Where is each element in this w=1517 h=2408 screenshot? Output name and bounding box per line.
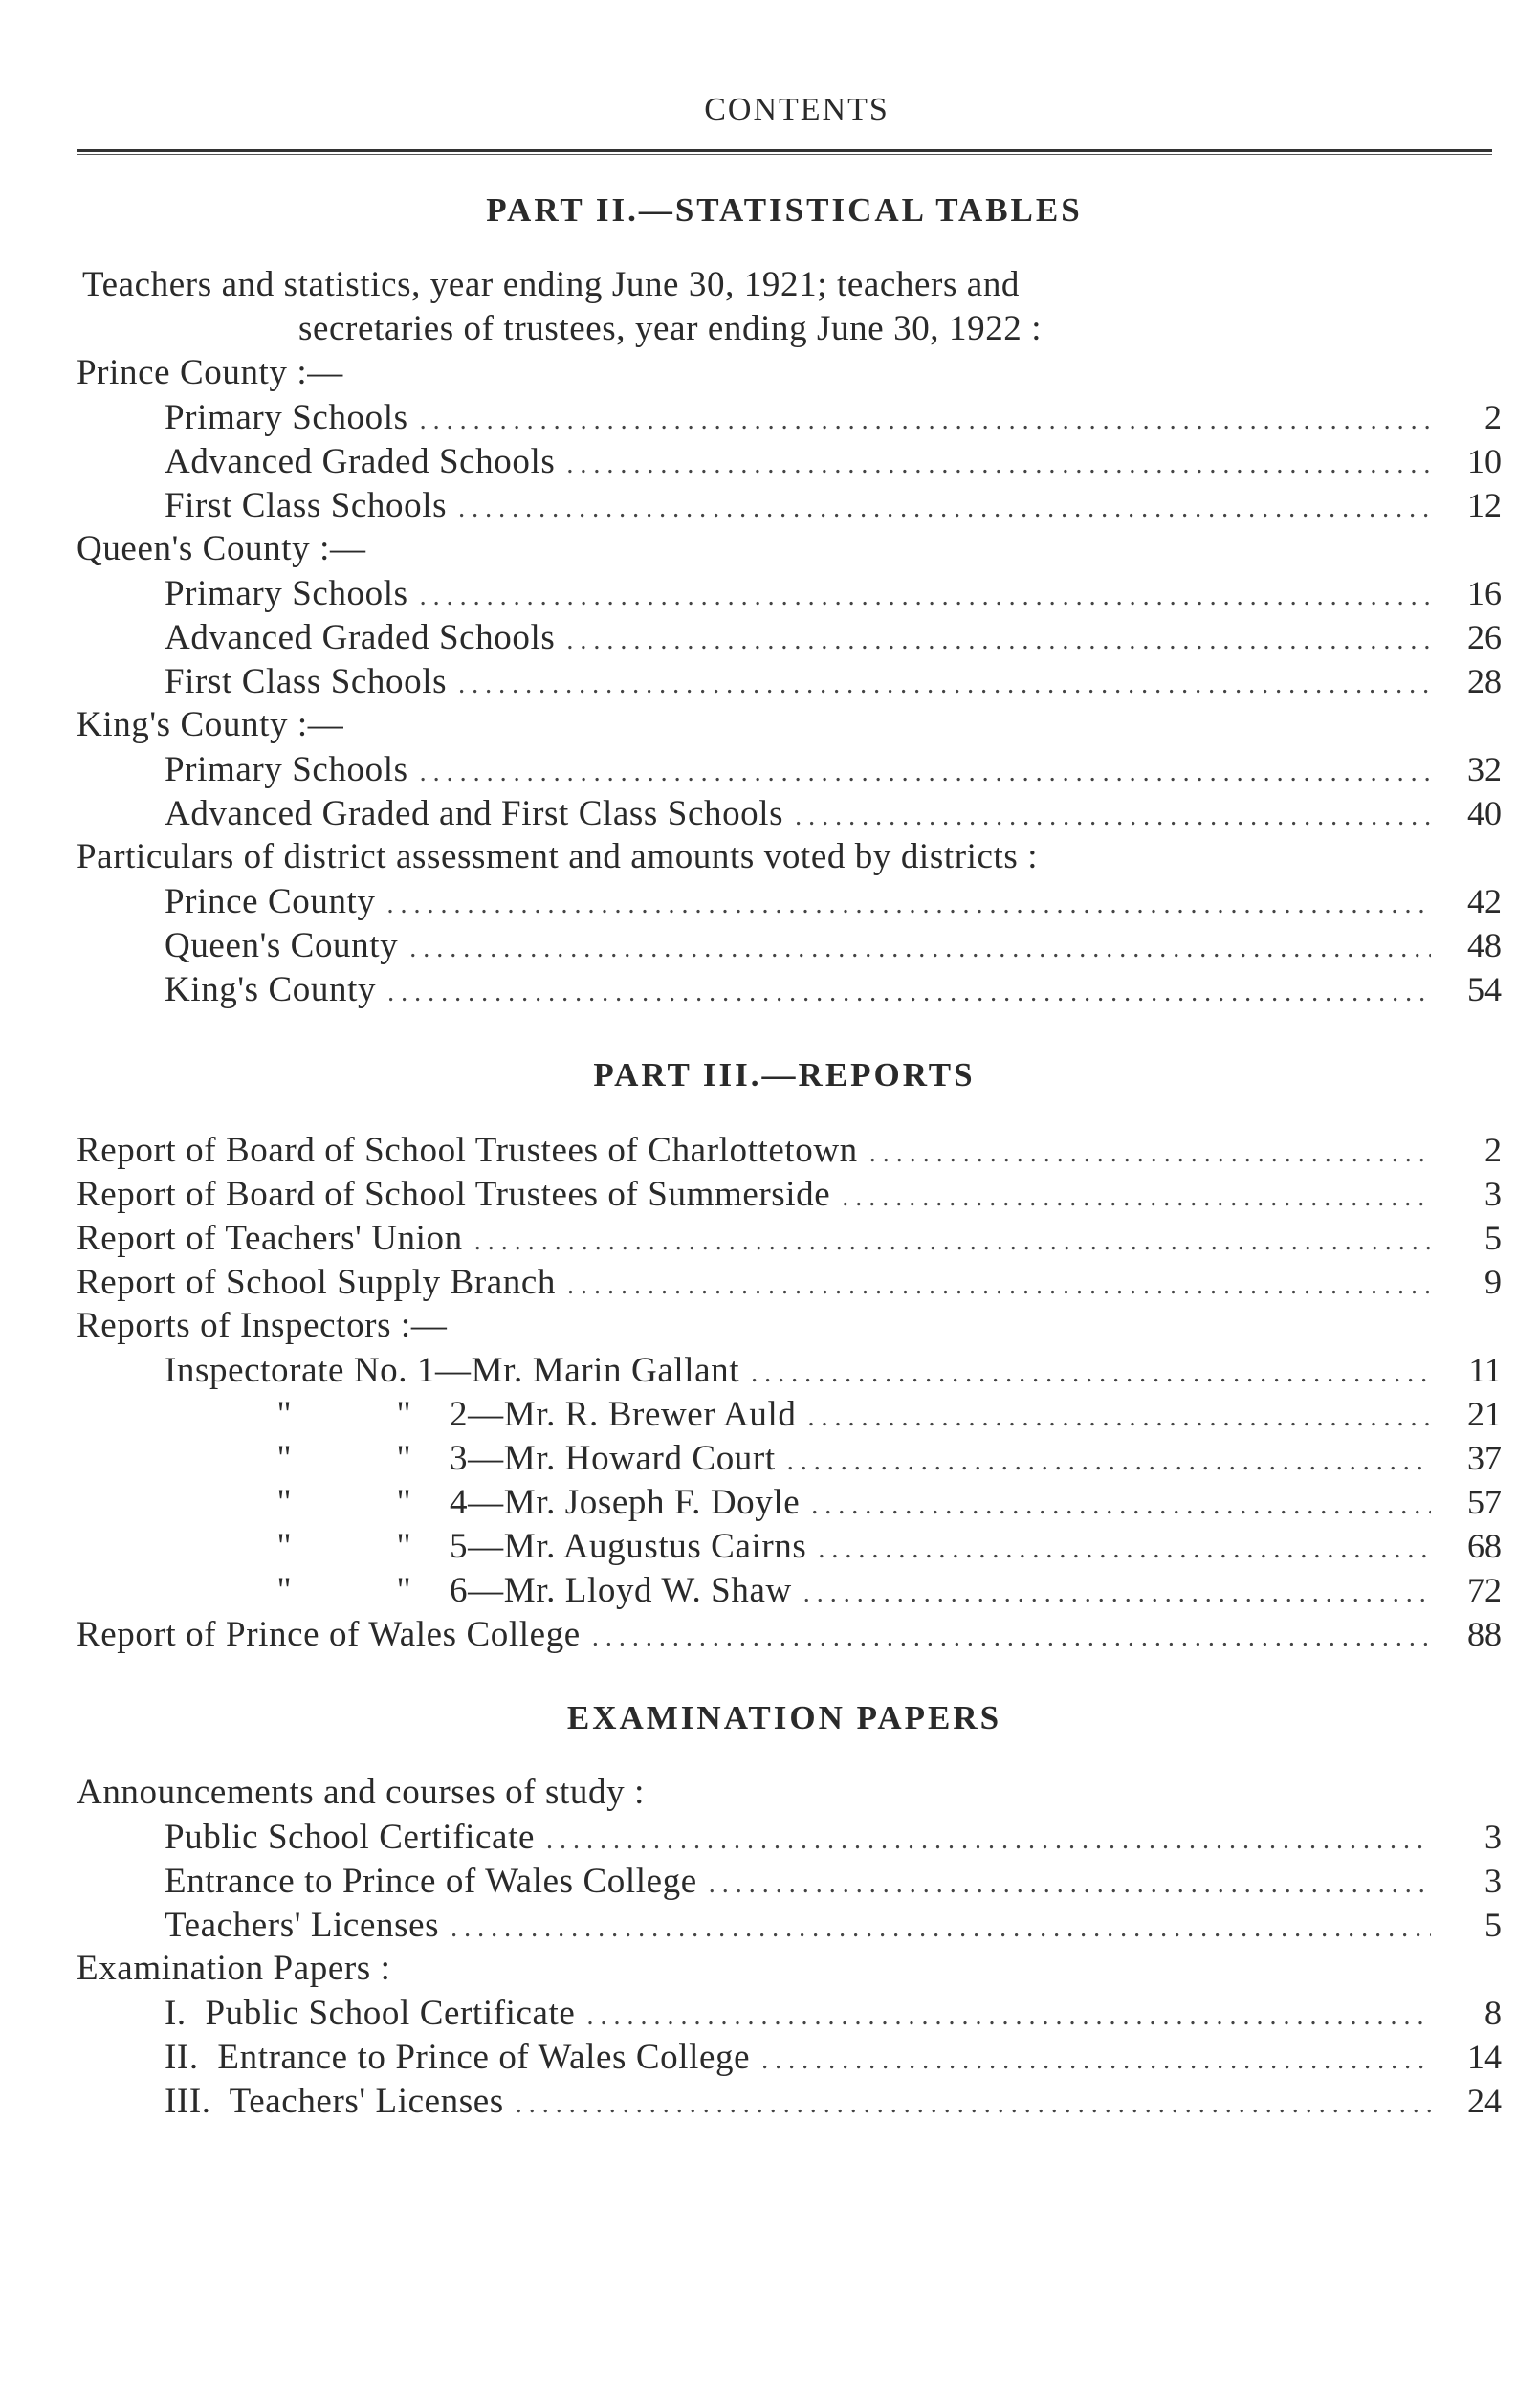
entry-label: Primary Schools bbox=[165, 574, 408, 613]
toc-entry[interactable] bbox=[77, 1217, 1502, 1259]
leader-dots bbox=[567, 1265, 1431, 1307]
page-number: 12 bbox=[1467, 486, 1502, 524]
leader-dots bbox=[420, 400, 1431, 442]
leader-dots bbox=[451, 1908, 1431, 1950]
inspectors-heading: Reports of Inspectors :— bbox=[77, 1306, 448, 1345]
leader-dots bbox=[566, 444, 1431, 486]
entry-label: Queen's County bbox=[165, 926, 399, 965]
entry-label: Report of Teachers' Union bbox=[77, 1219, 463, 1258]
entry-label: I. Public School Certificate bbox=[165, 1994, 576, 2033]
toc-entry[interactable] bbox=[165, 1437, 1502, 1479]
toc-entry[interactable] bbox=[165, 660, 1502, 702]
toc-entry[interactable] bbox=[165, 572, 1502, 614]
leader-dots bbox=[474, 1221, 1431, 1263]
toc-entry[interactable] bbox=[165, 1904, 1502, 1946]
toc-entry[interactable] bbox=[165, 2036, 1502, 2078]
intro-line-2: secretaries of trustees, year ending June 30, 1922 : bbox=[298, 309, 1043, 348]
entry-label: III. Teachers' Licenses bbox=[165, 2082, 504, 2121]
examination-papers-heading: EXAMINATION PAPERS bbox=[566, 1699, 1002, 1736]
header-rule bbox=[77, 149, 1492, 155]
leader-dots bbox=[811, 1485, 1431, 1527]
page-number: 3 bbox=[1484, 1818, 1502, 1856]
page-number: 28 bbox=[1467, 662, 1502, 700]
toc-entry[interactable] bbox=[165, 968, 1502, 1010]
entry-label: 6—Mr. Lloyd W. Shaw bbox=[450, 1571, 792, 1610]
ditto-mark: " bbox=[396, 1527, 411, 1566]
toc-entry[interactable] bbox=[77, 1261, 1502, 1303]
page-number: 14 bbox=[1467, 2038, 1502, 2076]
toc-entry[interactable] bbox=[165, 1569, 1502, 1611]
prince-county-heading: Prince County :— bbox=[77, 353, 343, 392]
leader-dots bbox=[709, 1864, 1431, 1906]
toc-entry[interactable] bbox=[165, 1816, 1502, 1858]
leader-dots bbox=[387, 884, 1431, 926]
page-number: 9 bbox=[1484, 1263, 1502, 1301]
toc-entry[interactable] bbox=[77, 1173, 1502, 1215]
entry-label: Report of Board of School Trustees of Summerside bbox=[77, 1175, 831, 1214]
leader-dots bbox=[586, 1996, 1431, 2038]
entry-label: Entrance to Prince of Wales College bbox=[165, 1862, 697, 1901]
page-number: 88 bbox=[1467, 1615, 1502, 1653]
toc-entry[interactable] bbox=[165, 396, 1502, 438]
leader-dots bbox=[818, 1529, 1431, 1571]
leader-dots bbox=[566, 620, 1431, 662]
entry-label: Prince County bbox=[165, 882, 376, 921]
entry-label: 5—Mr. Augustus Cairns bbox=[450, 1527, 807, 1566]
page-number: 40 bbox=[1467, 794, 1502, 832]
page-number: 68 bbox=[1467, 1527, 1502, 1565]
ditto-mark: " bbox=[276, 1527, 292, 1566]
entry-label: Primary Schools bbox=[165, 398, 408, 437]
page-number: 32 bbox=[1467, 750, 1502, 788]
toc-entry[interactable] bbox=[165, 1393, 1502, 1435]
ditto-mark: " bbox=[396, 1483, 411, 1522]
page-number: 10 bbox=[1467, 442, 1502, 480]
entry-label: Teachers' Licenses bbox=[165, 1906, 440, 1945]
leader-dots bbox=[842, 1177, 1431, 1219]
ditto-mark: " bbox=[276, 1483, 292, 1522]
page-number: 2 bbox=[1484, 1131, 1502, 1169]
ditto-mark: " bbox=[396, 1439, 411, 1478]
ditto-mark: " bbox=[276, 1571, 292, 1610]
ditto-mark: " bbox=[396, 1395, 411, 1434]
entry-label: II. Entrance to Prince of Wales College bbox=[165, 2038, 751, 2077]
page-number: 57 bbox=[1467, 1483, 1502, 1521]
entry-label: First Class Schools bbox=[165, 486, 448, 525]
entry-label: King's County bbox=[165, 970, 377, 1009]
leader-dots bbox=[458, 488, 1431, 530]
entry-label: Advanced Graded and First Class Schools bbox=[165, 794, 784, 833]
entry-label: Primary Schools bbox=[165, 750, 408, 789]
page-number: 24 bbox=[1467, 2082, 1502, 2120]
leader-dots bbox=[420, 576, 1431, 618]
queens-county-heading: Queen's County :— bbox=[77, 529, 366, 568]
leader-dots bbox=[420, 752, 1431, 794]
leader-dots bbox=[795, 796, 1431, 838]
toc-entry[interactable] bbox=[165, 1860, 1502, 1902]
toc-entry[interactable] bbox=[77, 1129, 1502, 1171]
page-number: 3 bbox=[1484, 1175, 1502, 1213]
ditto-mark: " bbox=[276, 1439, 292, 1478]
examination-papers-subheading: Examination Papers : bbox=[77, 1949, 391, 1988]
page-number: 48 bbox=[1467, 926, 1502, 964]
entry-label: 4—Mr. Joseph F. Doyle bbox=[450, 1483, 801, 1522]
running-head: CONTENTS bbox=[704, 92, 890, 127]
part-2-heading: PART II.—STATISTICAL TABLES bbox=[486, 191, 1083, 229]
page-number: 2 bbox=[1484, 398, 1502, 436]
leader-dots bbox=[592, 1617, 1431, 1659]
leader-dots bbox=[409, 928, 1431, 970]
toc-entry[interactable] bbox=[165, 792, 1502, 834]
page-number: 5 bbox=[1484, 1906, 1502, 1944]
toc-entry[interactable] bbox=[165, 1481, 1502, 1523]
particulars-heading: Particulars of district assessment and amounts voted by districts : bbox=[77, 837, 1039, 876]
entry-label: 3—Mr. Howard Court bbox=[450, 1439, 776, 1478]
entry-label: Public School Certificate bbox=[165, 1818, 535, 1857]
entry-label: Inspectorate No. 1—Mr. Marin Gallant bbox=[165, 1351, 740, 1390]
intro-line-1: Teachers and statistics, year ending June 30, 1921; teachers and bbox=[82, 265, 1021, 304]
leader-dots bbox=[761, 2040, 1431, 2082]
leader-dots bbox=[516, 2084, 1431, 2126]
ditto-mark: " bbox=[396, 1571, 411, 1610]
entry-label: Advanced Graded Schools bbox=[165, 442, 556, 481]
entry-label: First Class Schools bbox=[165, 662, 448, 701]
ditto-mark: " bbox=[276, 1395, 292, 1434]
toc-entry[interactable] bbox=[165, 880, 1502, 922]
page-number: 16 bbox=[1467, 574, 1502, 612]
leader-dots bbox=[751, 1353, 1431, 1395]
leader-dots bbox=[803, 1573, 1431, 1615]
entry-label: Report of Prince of Wales College bbox=[77, 1615, 581, 1654]
toc-entry[interactable] bbox=[165, 748, 1502, 790]
toc-entry[interactable] bbox=[77, 1613, 1502, 1655]
toc-entry[interactable] bbox=[165, 484, 1502, 526]
toc-entry[interactable] bbox=[165, 924, 1502, 966]
announcements-heading: Announcements and courses of study : bbox=[77, 1773, 645, 1812]
toc-entry[interactable] bbox=[165, 616, 1502, 658]
page-number: 72 bbox=[1467, 1571, 1502, 1609]
toc-entry[interactable] bbox=[165, 1349, 1502, 1391]
entry-label: Advanced Graded Schools bbox=[165, 618, 556, 657]
page-number: 3 bbox=[1484, 1862, 1502, 1900]
page-number: 26 bbox=[1467, 618, 1502, 656]
page-number: 37 bbox=[1467, 1439, 1502, 1477]
leader-dots bbox=[807, 1397, 1431, 1439]
kings-county-heading: King's County :— bbox=[77, 705, 344, 744]
leader-dots bbox=[869, 1133, 1431, 1175]
toc-entry[interactable] bbox=[165, 1992, 1502, 2034]
leader-dots bbox=[387, 972, 1431, 1014]
entry-label: Report of Board of School Trustees of Charlottetown bbox=[77, 1131, 858, 1170]
page-number: 21 bbox=[1467, 1395, 1502, 1433]
toc-entry[interactable] bbox=[165, 1525, 1502, 1567]
leader-dots bbox=[546, 1820, 1431, 1862]
page-number: 42 bbox=[1467, 882, 1502, 920]
entry-label: Report of School Supply Branch bbox=[77, 1263, 557, 1302]
entry-label: 2—Mr. R. Brewer Auld bbox=[450, 1395, 797, 1434]
leader-dots bbox=[787, 1441, 1431, 1483]
page-number: 5 bbox=[1484, 1219, 1502, 1257]
toc-entry[interactable] bbox=[165, 2080, 1502, 2122]
page-number: 8 bbox=[1484, 1994, 1502, 2032]
leader-dots bbox=[458, 664, 1431, 706]
toc-entry[interactable] bbox=[165, 440, 1502, 482]
part-3-heading: PART III.—REPORTS bbox=[593, 1056, 976, 1094]
page-number: 54 bbox=[1467, 970, 1502, 1008]
page-number: 11 bbox=[1468, 1351, 1502, 1389]
